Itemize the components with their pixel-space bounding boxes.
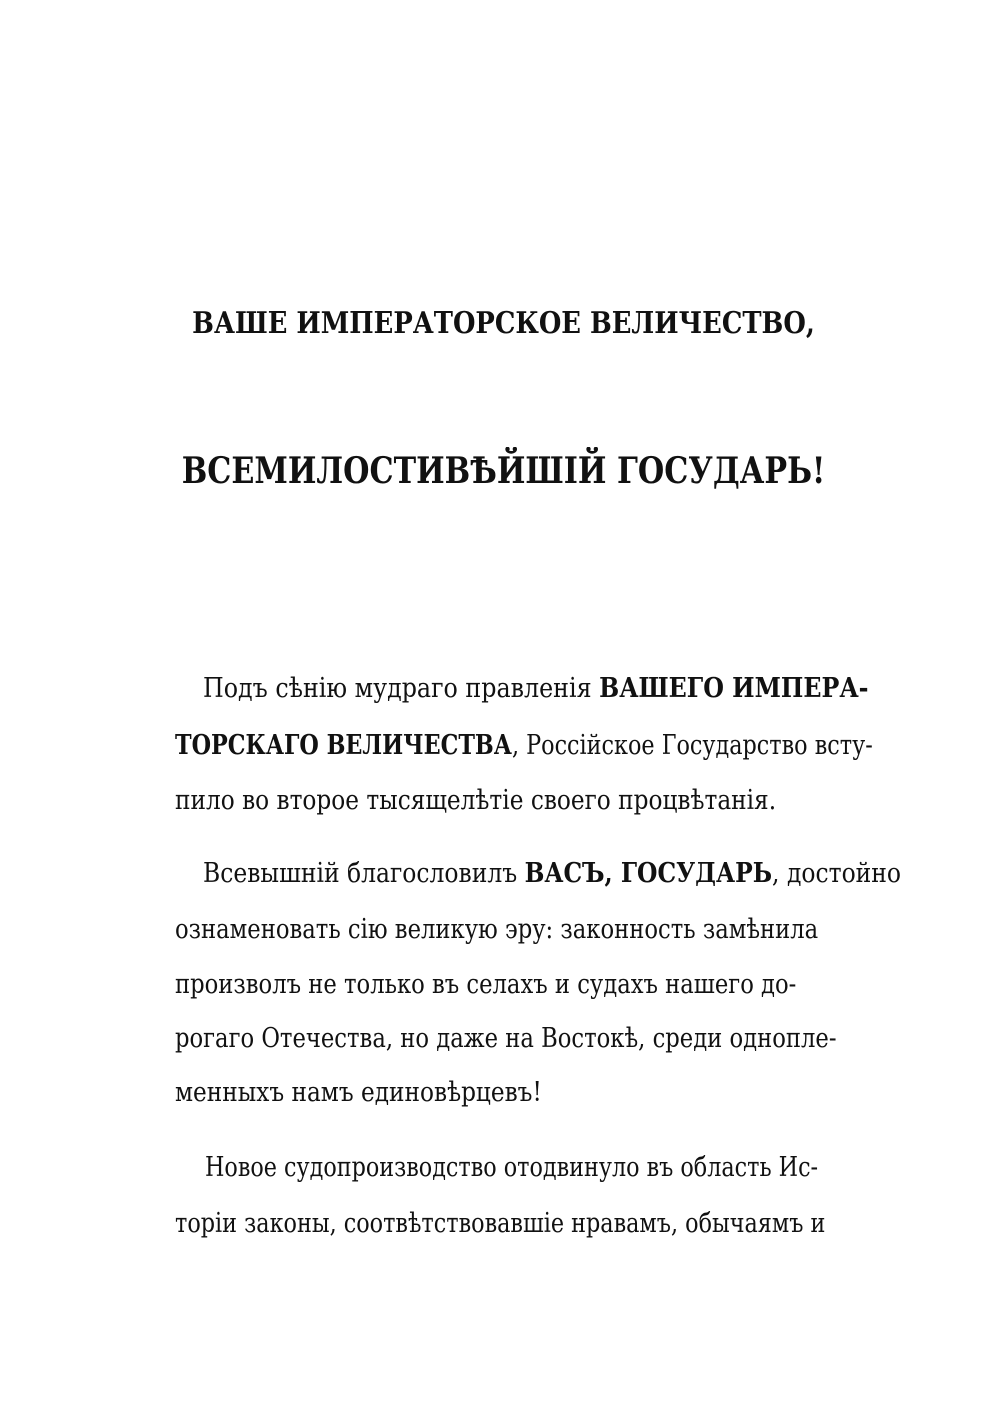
salutation-heading: ВСЕМИЛОСТИВѢЙШІЙ ГОСУДАРЬ!	[181, 450, 826, 492]
paragraph-2-line-2: ознаменовать сію великую эру: законность замѣнила	[175, 914, 819, 945]
paragraph-2-line-4: рогаго Отечества, но даже на Востокѣ, среди одноплe-	[175, 1023, 837, 1054]
address-heading: ВАШЕ ИМПЕРАТОРСКОЕ ВЕЛИЧЕСТВО,	[192, 306, 815, 341]
paragraph-2-line-1: Всевышній благословилъ ВАСЪ, ГОСУДАРЬ, достойно	[203, 858, 902, 889]
paragraph-2-line-5: менныхъ намъ единовѣрцевъ!	[175, 1077, 542, 1108]
paragraph-2-line-3: произволъ не только въ селахъ и судахъ нашего до-	[175, 969, 797, 1000]
paragraph-1-line-3: пило во второе тысящелѣтіе своего процвѣтанія.	[175, 785, 777, 816]
paragraph-3-line-1: Новое судопроизводство отодвинуло въ область Ис-	[205, 1152, 819, 1183]
paragraph-1-line-2: ТОРСКАГО ВЕЛИЧЕСТВА, Россійское Государство всту-	[175, 730, 873, 761]
paragraph-1-line-1: Подъ сѣнію мудраго правленія ВАШЕГО ИМПЕРА-	[203, 673, 869, 704]
paragraph-3-line-2: торіи законы, соотвѣтствовавшіе нравамъ, обычаямъ и	[175, 1208, 826, 1239]
